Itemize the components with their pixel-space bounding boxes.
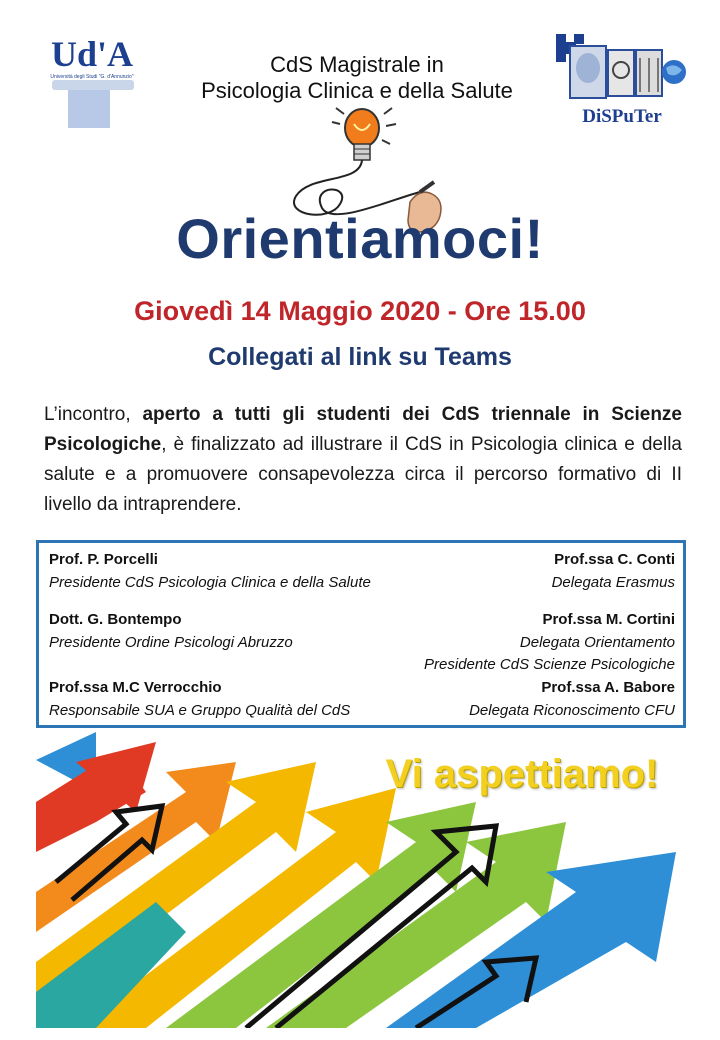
event-date: Giovedì 14 Maggio 2020 - Ore 15.00 — [134, 296, 586, 326]
welcome-text: Vi aspettiamo! — [385, 752, 659, 796]
speaker-role: Presidente CdS Scienze Psicologiche — [424, 656, 675, 673]
speaker-role: Presidente Ordine Psicologi Abruzzo — [49, 634, 293, 651]
speaker-name: Prof. P. Porcelli — [49, 551, 158, 568]
speakers-box — [36, 540, 686, 728]
uda-logo-text: Ud'A — [50, 34, 134, 74]
uda-logo — [44, 28, 140, 128]
lightbulb-icon — [332, 108, 396, 160]
uda-logo-caption: Università degli Studi "G. d'Annunzio" — [50, 74, 134, 80]
speaker-name: Prof.ssa M. Cortini — [542, 611, 675, 628]
subtitle-line-1: CdS Magistrale in — [270, 52, 444, 77]
course-subtitle — [150, 52, 564, 104]
speaker-role: Delegata Erasmus — [551, 574, 675, 591]
speaker-name: Prof.ssa A. Babore — [541, 679, 675, 696]
teams-link-text: Collegati al link su Teams — [208, 343, 512, 371]
speaker-name: Prof.ssa M.C Verrocchio — [49, 679, 222, 696]
description-part-2: , è finalizzato ad illustrare il CdS in Psicologia clinica e della salute e a promuovere consapevolezza circa il percorso formativo di II livello da intraprendere. — [44, 434, 682, 515]
page-title: Orientiamoci! — [176, 207, 544, 270]
speaker-role: Delegata Riconoscimento CFU — [469, 702, 675, 719]
description-bold: aperto a tutti gli studenti dei CdS triennale in Scienze Psicologiche — [44, 404, 682, 455]
disputer-logo — [552, 28, 692, 128]
speaker-name: Dott. G. Bontempo — [49, 611, 182, 628]
event-description — [44, 400, 682, 520]
disputer-logo-text: DiSPuTer — [582, 106, 662, 127]
subtitle-line-2: Psicologia Clinica e della Salute — [201, 78, 513, 103]
description-part-1: L’incontro, — [44, 404, 143, 425]
speaker-role: Responsabile SUA e Gruppo Qualità del CdS — [49, 702, 351, 719]
speaker-name: Prof.ssa C. Conti — [554, 551, 675, 568]
speaker-role: Delegata Orientamento — [519, 634, 675, 651]
speaker-role: Presidente CdS Psicologia Clinica e della Salute — [49, 574, 371, 591]
